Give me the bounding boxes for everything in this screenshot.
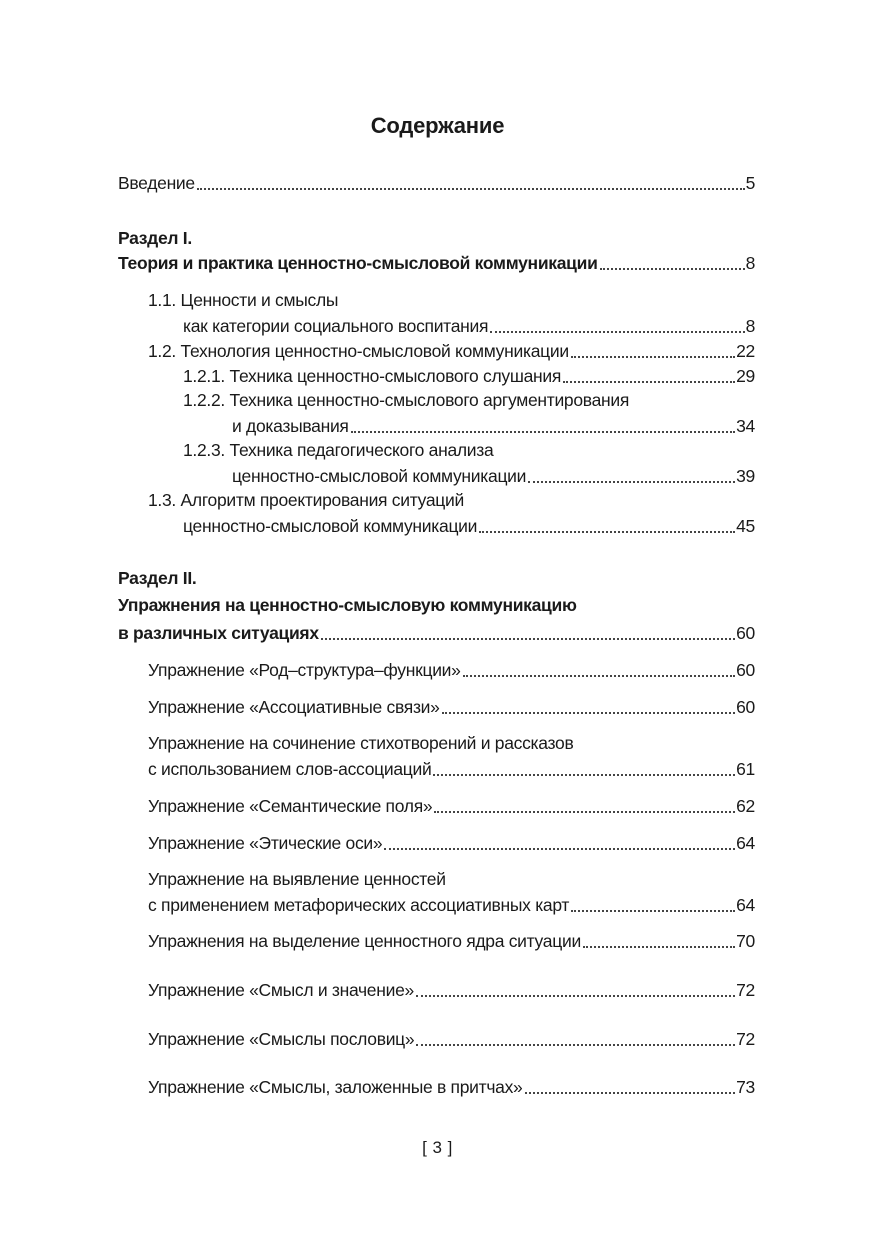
toc-entry-page: 34 bbox=[736, 416, 755, 436]
dot-leader bbox=[528, 480, 735, 483]
dot-leader bbox=[600, 267, 745, 270]
toc-entry-exercise[interactable] bbox=[148, 1074, 755, 1098]
toc-entry-label: 1.2.1. Техника ценностно-смыслового слушания bbox=[183, 366, 562, 386]
toc-entry-page: 72 bbox=[736, 980, 755, 1000]
dot-leader bbox=[571, 355, 735, 358]
toc-entry-exercise[interactable] bbox=[148, 657, 755, 681]
toc-entry-label: с применением метафорических ассоциативных карт bbox=[148, 895, 570, 915]
section-heading: Раздел II. bbox=[118, 568, 197, 588]
dot-leader bbox=[351, 430, 736, 433]
toc-entry-line1[interactable]: 1.1. Ценности и смыслы bbox=[148, 290, 339, 310]
toc-entry-label: Упражнение «Этические оси» bbox=[148, 833, 383, 853]
toc-entry-page: 45 bbox=[736, 516, 755, 536]
toc-entry-label: в различных ситуациях bbox=[118, 623, 319, 643]
toc-entry-exercise[interactable] bbox=[148, 977, 755, 1001]
dot-leader bbox=[571, 909, 735, 912]
toc-entry-line1[interactable]: Упражнение на сочинение стихотворений и рассказов bbox=[148, 733, 574, 753]
section-title-line1[interactable]: Упражнения на ценностно-смысловую коммуникацию bbox=[118, 595, 577, 615]
toc-entry-section-1[interactable] bbox=[118, 250, 755, 274]
toc-entry-line1[interactable]: 1.2.3. Техника педагогического анализа bbox=[183, 440, 494, 460]
toc-entry-exercise[interactable] bbox=[148, 756, 755, 780]
toc-entry-label: ценностно-смысловой коммуникации bbox=[232, 466, 527, 486]
toc-entry-page: 5 bbox=[745, 173, 755, 193]
toc-entry-1-3[interactable] bbox=[183, 513, 755, 537]
dot-leader bbox=[434, 810, 735, 813]
toc-entry-exercise[interactable] bbox=[148, 830, 755, 854]
toc-entry-exercise[interactable] bbox=[148, 1026, 755, 1050]
toc-entry-1-2-2[interactable] bbox=[232, 413, 755, 437]
dot-leader bbox=[416, 1043, 735, 1046]
toc-entry-page: 73 bbox=[736, 1077, 755, 1097]
dot-leader bbox=[321, 637, 735, 640]
toc-entry-line1[interactable]: Упражнение на выявление ценностей bbox=[148, 869, 446, 889]
toc-entry-page: 72 bbox=[736, 1029, 755, 1049]
toc-entry-page: 8 bbox=[745, 316, 755, 336]
toc-entry-page: 39 bbox=[736, 466, 755, 486]
toc-entry-label: Упражнение «Ассоциативные связи» bbox=[148, 697, 440, 717]
dot-leader bbox=[433, 773, 735, 776]
toc-entry-exercise[interactable] bbox=[148, 928, 755, 952]
dot-leader bbox=[197, 187, 745, 190]
toc-entry-page: 64 bbox=[736, 895, 755, 915]
toc-entry-page: 61 bbox=[736, 759, 755, 779]
toc-entry-line1[interactable]: 1.3. Алгоритм проектирования ситуаций bbox=[148, 490, 464, 510]
toc-entry-label: Теория и практика ценностно-смысловой коммуникации bbox=[118, 253, 598, 273]
toc-entry-label: Упражнение «Смыслы пословиц» bbox=[148, 1029, 415, 1049]
toc-entry-label: Упражнение «Смыслы, заложенные в притчах» bbox=[148, 1077, 523, 1097]
toc-entry-label: 1.2. Технология ценностно-смысловой коммуникации bbox=[148, 341, 569, 361]
toc-entry-page: 60 bbox=[736, 697, 755, 717]
toc-entry-label: Упражнения на выделение ценностного ядра ситуации bbox=[148, 931, 581, 951]
toc-entry-label: Упражнение «Род–структура–функции» bbox=[148, 660, 461, 680]
dot-leader bbox=[384, 847, 735, 850]
toc-entry-1-2[interactable] bbox=[148, 338, 755, 362]
toc-entry-exercise[interactable] bbox=[148, 694, 755, 718]
toc-entry-1-2-3[interactable] bbox=[232, 463, 755, 487]
toc-title: Содержание bbox=[370, 113, 505, 138]
dot-leader bbox=[416, 994, 735, 997]
toc-entry-label: как категории социального воспитания bbox=[183, 316, 489, 336]
dot-leader bbox=[479, 530, 735, 533]
toc-entry-page: 62 bbox=[736, 796, 755, 816]
dot-leader bbox=[563, 380, 735, 383]
dot-leader bbox=[490, 330, 744, 333]
page-number: [ 3 ] bbox=[422, 1138, 453, 1157]
toc-entry-line1[interactable]: 1.2.2. Техника ценностно-смыслового аргументирования bbox=[183, 390, 630, 410]
toc-entry-1-2-1[interactable] bbox=[183, 363, 755, 387]
toc-entry-exercise[interactable] bbox=[148, 793, 755, 817]
toc-entry-label: ценностно-смысловой коммуникации bbox=[183, 516, 478, 536]
toc-entry-label: Упражнение «Семантические поля» bbox=[148, 796, 433, 816]
toc-entry-label: Упражнение «Смысл и значение» bbox=[148, 980, 414, 1000]
toc-entry-label: и доказывания bbox=[232, 416, 349, 436]
toc-entry-page: 64 bbox=[736, 833, 755, 853]
toc-entry-exercise[interactable] bbox=[148, 892, 755, 916]
dot-leader bbox=[583, 945, 735, 948]
toc-entry-page: 70 bbox=[736, 931, 755, 951]
toc-entry-page: 22 bbox=[736, 341, 755, 361]
toc-entry-section-2[interactable] bbox=[118, 620, 755, 644]
toc-entry-page: 60 bbox=[736, 623, 755, 643]
toc-entry-intro[interactable] bbox=[118, 170, 755, 194]
dot-leader bbox=[525, 1091, 736, 1094]
toc-entry-1-1[interactable] bbox=[183, 313, 755, 337]
toc-entry-label: с использованием слов-ассоциаций bbox=[148, 759, 432, 779]
toc-entry-page: 60 bbox=[736, 660, 755, 680]
dot-leader bbox=[442, 711, 736, 714]
toc-entry-page: 29 bbox=[736, 366, 755, 386]
toc-entry-page: 8 bbox=[745, 253, 755, 273]
toc-entry-label: Введение bbox=[118, 173, 195, 193]
section-heading: Раздел I. bbox=[118, 228, 192, 248]
dot-leader bbox=[463, 674, 736, 677]
